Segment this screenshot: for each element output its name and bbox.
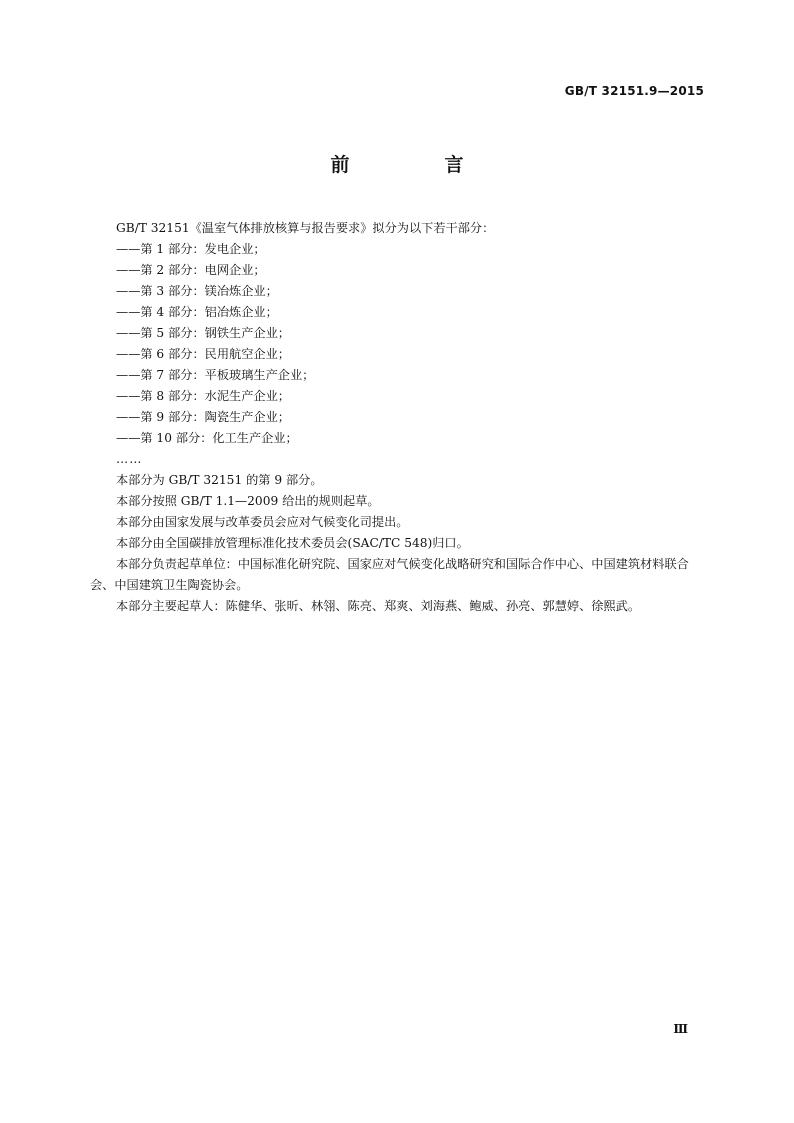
part-list-item: ——第 10 部分：化工生产企业； xyxy=(116,431,298,445)
page-number: Ⅲ xyxy=(673,1022,688,1036)
part-list-item: ——第 7 部分：平板玻璃生产企业； xyxy=(116,368,315,382)
part-list-item: ——第 6 部分：民用航空企业； xyxy=(116,347,290,361)
document-body xyxy=(90,218,706,617)
part-list-item: ——第 2 部分：电网企业； xyxy=(116,263,266,277)
jurisdiction-paragraph: 本部分由全国碳排放管理标准化技术委员会(SAC/TC 548)归口。 xyxy=(116,536,469,550)
list-ellipsis: …… xyxy=(116,452,143,466)
intro-paragraph: GB/T 32151《温室气体排放核算与报告要求》拟分为以下若干部分： xyxy=(116,221,495,235)
part-number-paragraph: 本部分为 GB/T 32151 的第 9 部分。 xyxy=(116,473,323,487)
page-title: 前 言 xyxy=(330,154,502,176)
part-list-item: ——第 3 部分：镁冶炼企业； xyxy=(116,284,278,298)
part-list-item: ——第 4 部分：铝冶炼企业； xyxy=(116,305,278,319)
standard-code-header: GB/T 32151.9—2015 xyxy=(564,84,704,98)
part-list-item: ——第 8 部分：水泥生产企业； xyxy=(116,389,290,403)
part-list-item: ——第 5 部分：钢铁生产企业； xyxy=(116,326,290,340)
part-list-item: ——第 1 部分：发电企业； xyxy=(116,242,266,256)
part-list-item: ——第 9 部分：陶瓷生产企业； xyxy=(116,410,290,424)
drafting-rules-paragraph: 本部分按照 GB/T 1.1—2009 给出的规则起草。 xyxy=(116,494,380,508)
drafters-paragraph: 本部分主要起草人：陈健华、张昕、林翎、陈亮、郑爽、刘海燕、鲍威、孙亮、郭慧婷、徐熙武。 xyxy=(116,599,641,613)
proposer-paragraph: 本部分由国家发展与改革委员会应对气候变化司提出。 xyxy=(116,515,409,529)
drafting-units-paragraph: 本部分负责起草单位：中国标准化研究院、国家应对气候变化战略研究和国际合作中心、中国建筑材料联合会、中国建筑卫生陶瓷协会。 xyxy=(90,557,689,592)
